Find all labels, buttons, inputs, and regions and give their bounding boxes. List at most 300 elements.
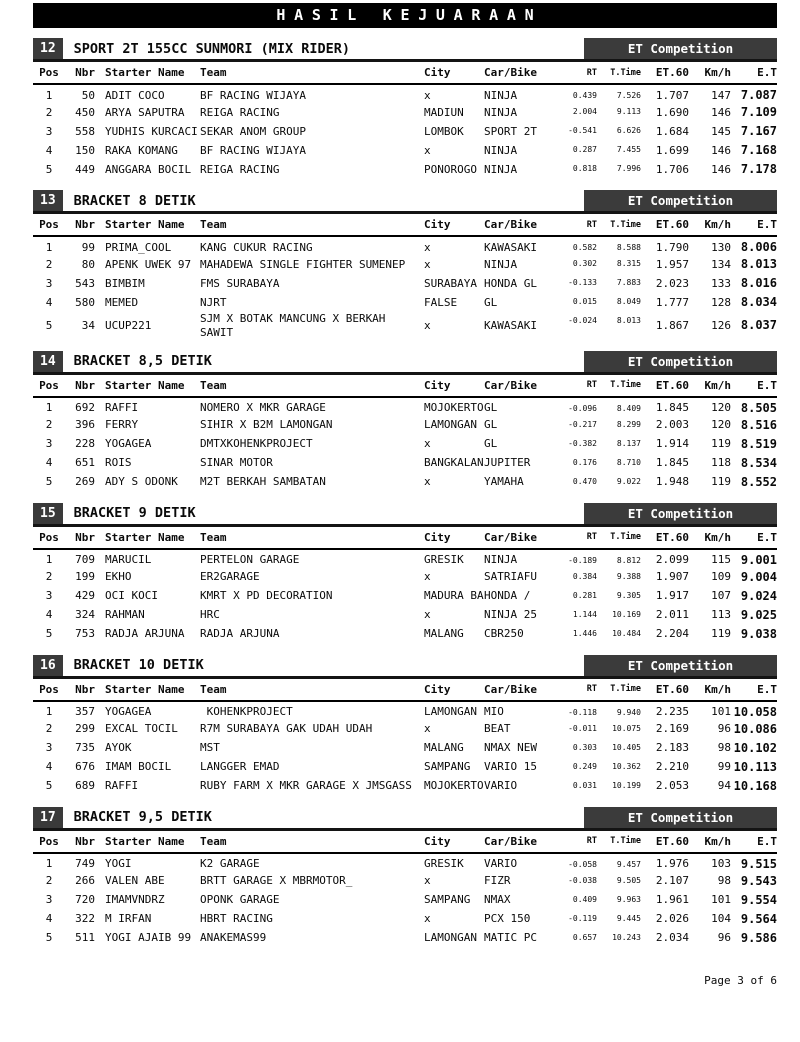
cell-city: SAMPANG [424, 760, 471, 774]
cell-rt: -0.541 [568, 126, 597, 135]
col-header-city: City [422, 375, 482, 397]
section-title: BRACKET 10 DETIK [73, 657, 204, 673]
cell-car-bike: SATRIAFU [484, 570, 537, 584]
cell-team: PERTELON GARAGE [200, 553, 300, 567]
cell-et60: 1.684 [655, 124, 689, 138]
cell-et: 9.025 [740, 607, 777, 622]
col-header-starter-name: Starter Name [95, 679, 198, 701]
cell-et60: 2.053 [655, 779, 689, 793]
cell-ttime: 10.199 [612, 780, 641, 790]
col-header-et: E.T [731, 679, 777, 701]
col-header-team: Team [198, 527, 422, 549]
cell-rt: 0.818 [572, 164, 597, 173]
cell-pos: 1 [45, 705, 53, 719]
col-header-et60: ET.60 [641, 62, 689, 84]
cell-pos: 2 [45, 105, 53, 119]
col-header-rt: RT [547, 679, 597, 701]
cell-pos: 1 [45, 553, 53, 567]
col-header-pos: Pos [33, 831, 65, 853]
cell-city: LAMONGAN [424, 705, 477, 719]
cell-team: SEKAR ANOM GROUP [200, 124, 306, 138]
cell-rt: 0.657 [572, 932, 597, 942]
col-header-rt: RT [547, 831, 597, 853]
cell-team: REIGA RACING [200, 105, 280, 119]
cell-et60: 1.707 [655, 88, 689, 102]
cell-city: x [424, 143, 431, 157]
cell-ttime: 7.996 [616, 164, 641, 173]
cell-team: MST [200, 741, 220, 755]
cell-kmh: 101 [711, 705, 731, 719]
table-header-row [33, 214, 777, 236]
cell-et: 7.109 [740, 105, 777, 119]
cell-starter-name: ADY S ODONK [105, 475, 178, 489]
cell-kmh: 120 [711, 418, 731, 432]
cell-et: 9.001 [740, 552, 777, 567]
cell-city: MADIUN [424, 105, 464, 119]
result-section [33, 503, 777, 644]
cell-ttime: 10.484 [612, 628, 641, 638]
col-header-starter-name: Starter Name [95, 831, 198, 853]
cell-team: MAHADEWA SINGLE FIGHTER SUMENEP [200, 257, 406, 271]
table-header-row [33, 679, 777, 701]
cell-rt: -0.011 [568, 723, 597, 733]
result-row [33, 720, 777, 739]
col-header-nbr: Nbr [65, 679, 95, 701]
cell-kmh: 94 [717, 779, 731, 793]
cell-kmh: 101 [711, 893, 731, 907]
col-header-starter-name: Starter Name [95, 214, 198, 236]
cell-nbr: 199 [75, 570, 95, 584]
cell-ttime: 9.505 [616, 875, 641, 885]
table-header-row [33, 62, 777, 84]
cell-nbr: 50 [81, 88, 95, 102]
col-header-city: City [422, 527, 482, 549]
result-row [33, 103, 777, 122]
cell-car-bike: JUPITER [484, 456, 531, 470]
cell-team: NJRT [200, 295, 227, 309]
cell-ttime: 9.963 [616, 894, 641, 904]
result-row [33, 274, 777, 293]
cell-et60: 2.107 [655, 874, 689, 888]
cell-rt: 0.031 [572, 780, 597, 790]
cell-team: OPONK GARAGE [200, 893, 280, 907]
cell-nbr: 689 [75, 779, 95, 793]
col-header-et60: ET.60 [641, 679, 689, 701]
cell-car-bike: NINJA [484, 88, 518, 102]
cell-team: RUBY FARM X MKR GARAGE X JMSGASS [200, 779, 412, 793]
col-header-et: E.T [731, 527, 777, 549]
cell-car-bike: KAWASAKI [484, 318, 537, 332]
cell-car-bike: MIO [484, 705, 504, 719]
cell-car-bike: BEAT [484, 722, 511, 736]
cell-starter-name: MEMED [105, 295, 139, 309]
cell-rt: 2.004 [572, 107, 597, 116]
cell-kmh: 133 [711, 276, 731, 290]
result-section [33, 807, 777, 948]
col-header-car-bike: Car/Bike [482, 527, 547, 549]
cell-starter-name: YOGAGEA [105, 437, 152, 451]
cell-nbr: 692 [75, 401, 95, 415]
cell-nbr: 543 [75, 276, 95, 290]
cell-city: SAMPANG [424, 893, 471, 907]
cell-ttime: 10.243 [612, 932, 641, 942]
cell-starter-name: ADIT COCO [105, 88, 165, 102]
cell-et: 8.034 [740, 295, 777, 309]
cell-ttime: 9.388 [616, 571, 641, 581]
cell-et: 10.113 [733, 759, 777, 774]
col-header-et: E.T [731, 375, 777, 397]
cell-kmh: 109 [711, 570, 731, 584]
col-header-et: E.T [731, 831, 777, 853]
cell-kmh: 98 [717, 874, 731, 888]
table-header-row [33, 831, 777, 853]
cell-car-bike: NMAX NEW [484, 741, 537, 755]
col-header-car-bike: Car/Bike [482, 214, 547, 236]
result-row [33, 758, 777, 777]
cell-et60: 1.976 [655, 857, 689, 871]
result-row [33, 929, 777, 948]
results-table-body [33, 84, 777, 179]
cell-rt: 0.015 [572, 297, 597, 306]
cell-et: 8.016 [740, 276, 777, 290]
col-header-starter-name: Starter Name [95, 375, 198, 397]
cell-rt: 1.144 [572, 609, 597, 619]
col-header-pos: Pos [33, 62, 65, 84]
cell-team: RADJA ARJUNA [200, 627, 280, 641]
col-header-ttime: T.Time [597, 679, 641, 701]
cell-city: x [424, 475, 431, 489]
et-competition-badge: ET Competition [584, 503, 777, 524]
col-header-kmh: Km/h [689, 375, 731, 397]
result-row [33, 122, 777, 141]
col-header-kmh: Km/h [689, 527, 731, 549]
cell-et: 7.087 [740, 88, 777, 102]
cell-starter-name: YOGI [105, 857, 132, 871]
cell-starter-name: ARYA SAPUTRA [105, 105, 185, 119]
result-row [33, 473, 777, 492]
cell-pos: 3 [45, 276, 53, 290]
results-table-body [33, 397, 777, 492]
cell-et60: 1.961 [655, 893, 689, 907]
col-header-city: City [422, 214, 482, 236]
col-header-kmh: Km/h [689, 62, 731, 84]
section-header-band [33, 655, 777, 679]
document-title-bar: HASIL KEJUARAAN [33, 3, 777, 28]
cell-et: 9.586 [740, 930, 777, 945]
col-header-rt: RT [547, 527, 597, 549]
result-row [33, 625, 777, 644]
cell-kmh: 119 [711, 475, 731, 489]
cell-nbr: 299 [75, 722, 95, 736]
cell-nbr: 228 [75, 437, 95, 451]
cell-team: K2 GARAGE [200, 857, 260, 871]
cell-city: MADURA BA [424, 589, 484, 603]
cell-starter-name: VALEN ABE [105, 874, 165, 888]
result-row [33, 891, 777, 910]
cell-et60: 2.183 [655, 741, 689, 755]
cell-pos: 5 [45, 318, 53, 332]
result-row [33, 397, 777, 416]
cell-ttime: 7.883 [616, 278, 641, 287]
cell-team: BF RACING WIJAYA [200, 88, 306, 102]
cell-et60: 2.034 [655, 931, 689, 945]
cell-starter-name: YOGI AJAIB 99 [105, 931, 192, 945]
cell-city: x [424, 257, 431, 271]
cell-et: 7.168 [740, 143, 777, 157]
section-number: 15 [33, 503, 63, 524]
cell-team: KANG CUKUR RACING [200, 240, 313, 254]
cell-nbr: 511 [75, 931, 95, 945]
cell-pos: 4 [45, 760, 53, 774]
cell-kmh: 103 [711, 857, 731, 871]
cell-pos: 1 [45, 401, 53, 415]
cell-rt: 0.470 [572, 476, 597, 486]
cell-pos: 5 [45, 162, 53, 176]
cell-ttime: 9.305 [616, 590, 641, 600]
cell-kmh: 96 [717, 722, 731, 736]
cell-nbr: 80 [81, 257, 95, 271]
cell-ttime: 8.315 [616, 259, 641, 268]
cell-kmh: 99 [717, 760, 731, 774]
cell-kmh: 146 [711, 143, 731, 157]
cell-et60: 1.914 [655, 437, 689, 451]
cell-kmh: 119 [711, 627, 731, 641]
cell-car-bike: NINJA [484, 257, 518, 271]
cell-team: REIGA RACING [200, 162, 280, 176]
cell-rt: -0.133 [568, 278, 597, 287]
col-header-et60: ET.60 [641, 527, 689, 549]
cell-rt: -0.382 [568, 438, 597, 448]
cell-starter-name: FERRY [105, 418, 139, 432]
cell-starter-name: MARUCIL [105, 553, 152, 567]
cell-et60: 1.699 [655, 143, 689, 157]
section-number: 17 [33, 807, 63, 828]
cell-et: 7.167 [740, 124, 777, 138]
cell-city: x [424, 608, 431, 622]
col-header-car-bike: Car/Bike [482, 679, 547, 701]
col-header-pos: Pos [33, 375, 65, 397]
cell-starter-name: PRIMA_COOL [105, 240, 172, 254]
results-table-body [33, 853, 777, 948]
et-competition-badge: ET Competition [584, 655, 777, 676]
cell-car-bike: YAMAHA [484, 475, 524, 489]
cell-starter-name: APENK UWEK 97 [105, 257, 192, 271]
section-header-band [33, 38, 777, 62]
cell-city: MOJOKERTO [424, 779, 484, 793]
col-header-car-bike: Car/Bike [482, 375, 547, 397]
result-row [33, 739, 777, 758]
cell-team: LANGGER EMAD [200, 760, 280, 774]
cell-nbr: 558 [75, 124, 95, 138]
results-table [33, 831, 777, 948]
cell-nbr: 735 [75, 741, 95, 755]
results-table [33, 375, 777, 492]
result-row [33, 549, 777, 568]
results-table-body [33, 701, 777, 796]
cell-et: 8.037 [740, 318, 777, 333]
cell-kmh: 145 [711, 124, 731, 138]
cell-ttime: 9.022 [616, 476, 641, 486]
section-title: BRACKET 8,5 DETIK [73, 353, 212, 369]
col-header-pos: Pos [33, 527, 65, 549]
result-row [33, 777, 777, 796]
cell-kmh: 134 [711, 257, 731, 271]
cell-ttime: 10.362 [612, 761, 641, 771]
col-header-et60: ET.60 [641, 375, 689, 397]
cell-kmh: 130 [711, 240, 731, 254]
cell-team: R7M SURABAYA GAK UDAH UDAH [200, 722, 373, 736]
cell-rt: 0.582 [572, 243, 597, 252]
cell-car-bike: GL [484, 437, 498, 451]
cell-nbr: 150 [75, 143, 95, 157]
cell-starter-name: IMAM BOCIL [105, 760, 172, 774]
col-header-ttime: T.Time [597, 527, 641, 549]
cell-city: x [424, 88, 431, 102]
cell-rt: -0.058 [568, 859, 597, 869]
col-header-et: E.T [731, 62, 777, 84]
cell-team: KMRT X PD DECORATION [200, 589, 333, 603]
cell-et: 10.058 [733, 704, 777, 719]
et-competition-badge: ET Competition [584, 38, 777, 59]
cell-pos: 4 [45, 143, 53, 157]
col-header-starter-name: Starter Name [95, 62, 198, 84]
cell-ttime: 10.405 [612, 742, 641, 752]
cell-kmh: 146 [711, 105, 731, 119]
cell-nbr: 676 [75, 760, 95, 774]
cell-city: PONOROGO [424, 162, 477, 176]
cell-city: GRESIK [424, 553, 464, 567]
cell-pos: 2 [45, 874, 53, 888]
cell-et60: 1.845 [655, 401, 689, 415]
result-section [33, 38, 777, 179]
cell-pos: 2 [45, 570, 53, 584]
cell-rt: -0.038 [568, 875, 597, 885]
section-number: 13 [33, 190, 63, 211]
cell-nbr: 580 [75, 295, 95, 309]
cell-et: 10.102 [733, 740, 777, 755]
cell-starter-name: AYOK [105, 741, 132, 755]
cell-starter-name: RAHMAN [105, 608, 145, 622]
cell-et60: 2.169 [655, 722, 689, 736]
et-competition-badge: ET Competition [584, 190, 777, 211]
cell-nbr: 357 [75, 705, 95, 719]
cell-rt: 0.281 [572, 590, 597, 600]
cell-team: ANAKEMAS99 [200, 931, 267, 945]
results-table [33, 214, 777, 340]
cell-rt: 0.439 [572, 91, 597, 100]
cell-et60: 2.011 [655, 608, 689, 622]
cell-starter-name: BIMBIM [105, 276, 145, 290]
cell-et60: 1.917 [655, 589, 689, 603]
cell-et60: 1.957 [655, 257, 689, 271]
result-row [33, 236, 777, 255]
col-header-kmh: Km/h [689, 679, 731, 701]
cell-rt: 0.176 [572, 457, 597, 467]
cell-rt: -0.118 [568, 707, 597, 717]
cell-kmh: 119 [711, 437, 731, 451]
col-header-car-bike: Car/Bike [482, 831, 547, 853]
cell-kmh: 104 [711, 912, 731, 926]
cell-pos: 5 [45, 475, 53, 489]
cell-pos: 4 [45, 456, 53, 470]
cell-car-bike: NINJA [484, 553, 518, 567]
col-header-starter-name: Starter Name [95, 527, 198, 549]
cell-ttime: 9.113 [616, 107, 641, 116]
cell-car-bike: VARIO [484, 857, 518, 871]
cell-et60: 1.907 [655, 570, 689, 584]
cell-rt: 0.249 [572, 761, 597, 771]
cell-nbr: 269 [75, 475, 95, 489]
col-header-et60: ET.60 [641, 214, 689, 236]
section-header-band [33, 503, 777, 527]
cell-ttime: 7.455 [616, 145, 641, 154]
cell-team: ER2GARAGE [200, 570, 260, 584]
col-header-team: Team [198, 679, 422, 701]
cell-pos: 4 [45, 912, 53, 926]
cell-starter-name: RAFFI [105, 779, 139, 793]
col-header-nbr: Nbr [65, 62, 95, 84]
result-row [33, 568, 777, 587]
cell-et: 9.543 [740, 873, 777, 888]
results-table-body [33, 549, 777, 644]
cell-rt: -0.217 [568, 419, 597, 429]
cell-nbr: 34 [81, 318, 95, 332]
cell-city: LOMBOK [424, 124, 464, 138]
cell-team: BF RACING WIJAYA [200, 143, 306, 157]
col-header-ttime: T.Time [597, 375, 641, 397]
cell-pos: 5 [45, 779, 53, 793]
cell-rt: -0.024 [568, 316, 597, 325]
col-header-kmh: Km/h [689, 214, 731, 236]
cell-nbr: 753 [75, 627, 95, 641]
cell-et60: 1.690 [655, 105, 689, 119]
cell-city: x [424, 570, 431, 584]
cell-car-bike: GL [484, 295, 498, 309]
cell-city: x [424, 240, 431, 254]
section-number: 16 [33, 655, 63, 676]
cell-car-bike: FIZR [484, 874, 511, 888]
col-header-team: Team [198, 831, 422, 853]
cell-nbr: 449 [75, 162, 95, 176]
cell-car-bike: KAWASAKI [484, 240, 537, 254]
col-header-city: City [422, 831, 482, 853]
cell-kmh: 128 [711, 295, 731, 309]
result-section [33, 190, 777, 340]
result-row [33, 435, 777, 454]
cell-kmh: 115 [711, 553, 731, 567]
sections-container [33, 38, 777, 948]
results-table [33, 62, 777, 179]
cell-pos: 2 [45, 722, 53, 736]
cell-et: 9.564 [740, 911, 777, 926]
cell-rt: 0.303 [572, 742, 597, 752]
cell-pos: 4 [45, 295, 53, 309]
cell-pos: 5 [45, 627, 53, 641]
cell-team: FMS SURABAYA [200, 276, 280, 290]
cell-et: 8.534 [740, 455, 777, 470]
cell-ttime: 8.013 [616, 316, 641, 325]
cell-nbr: 429 [75, 589, 95, 603]
cell-nbr: 324 [75, 608, 95, 622]
cell-team: DMTXKOHENKPROJECT [200, 437, 313, 451]
col-header-team: Team [198, 214, 422, 236]
section-number: 14 [33, 351, 63, 372]
cell-car-bike: GL [484, 418, 498, 432]
table-header-row [33, 527, 777, 549]
cell-kmh: 146 [711, 162, 731, 176]
cell-starter-name: M IRFAN [105, 912, 152, 926]
result-row [33, 416, 777, 435]
